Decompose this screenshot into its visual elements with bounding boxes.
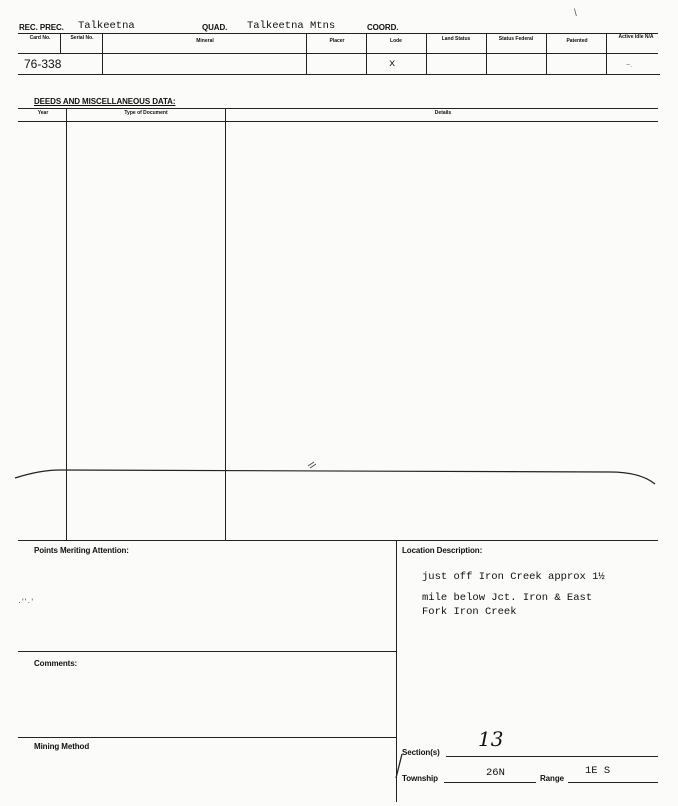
illegible-mark: ·''·' (18, 597, 35, 607)
lode-mark: x (389, 58, 396, 70)
deeds-title: DEEDS AND MISCELLANEOUS DATA: (34, 97, 176, 106)
col-type-of-document: Type of Document (124, 110, 168, 116)
col-mineral: Mineral (196, 38, 214, 44)
stray-mark: \ (574, 8, 577, 19)
location-description-text (422, 570, 605, 619)
col-patented: Patented (566, 38, 588, 44)
township-value: 26N (486, 767, 505, 779)
col-active: Active Idle N/A (618, 34, 654, 40)
quad-label: QUAD. (202, 23, 228, 32)
col-status-federal: Status Federal (498, 36, 534, 42)
coord-label: COORD. (367, 23, 399, 32)
location-description-label: Location Description: (402, 546, 483, 555)
col-lode: Lode (390, 38, 402, 44)
section-value: 13 (478, 727, 504, 751)
range-label: Range (540, 774, 564, 783)
comments-label: Comments: (34, 659, 78, 668)
col-card-no: Card No. (29, 35, 51, 41)
location-line-1: just off Iron Creek approx 1½ (422, 571, 605, 583)
location-line-2: mile below Jct. Iron & East (422, 592, 593, 604)
col-land-status: Land Status (441, 36, 471, 42)
rec-prec-value: Talkeetna (78, 20, 135, 32)
range-value: 1E S (585, 765, 611, 777)
quad-value: Talkeetna Mtns (247, 20, 336, 32)
location-line-3: Fork Iron Creek (422, 606, 517, 618)
points-meriting-label: Points Meriting Attention: (34, 546, 129, 555)
col-serial-no: Serial No. (70, 35, 94, 41)
mining-method-label: Mining Method (34, 742, 90, 751)
section-label: Section(s) (402, 748, 440, 757)
card-number: 76-338 (24, 57, 62, 71)
col-details: Details (434, 110, 452, 116)
col-placer: Placer (329, 38, 345, 44)
township-label: Township (402, 774, 438, 783)
rec-prec-label: REC. PREC. (19, 23, 64, 32)
deeds-separator-line (0, 460, 678, 490)
col-year: Year (37, 110, 49, 116)
stray-mark-2: ~. (626, 62, 633, 69)
